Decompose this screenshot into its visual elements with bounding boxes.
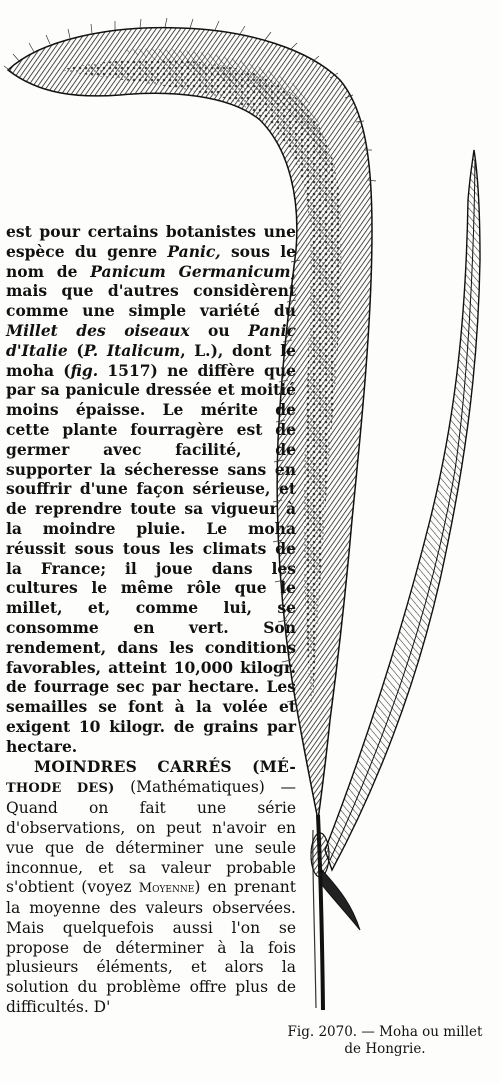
figure-reference: fig.	[70, 360, 99, 380]
text-run: , L.), dont le moha (	[6, 340, 296, 380]
text-run: — Quand on fait une série d'observations, on peut n'avoir en vue que de déterminer une seule inconnue, et sa valeur probable s'obtient (voyez	[6, 778, 296, 897]
caption-line-2: de Hongrie.	[344, 1041, 426, 1057]
text-run: ou	[189, 320, 249, 340]
italic-term: Panicum Germanicum	[90, 261, 291, 281]
entry-heading-paren: (MÉ-	[231, 756, 296, 776]
figure-caption	[270, 1024, 500, 1058]
entry-subject: (Mathématiques)	[114, 778, 265, 797]
text-run: est pour certains botanistes une espèce du genre	[6, 222, 296, 261]
text-run: , mais que d'autres considèrent comme une simple variété du	[6, 261, 296, 321]
italic-term: Panic d'Italie	[6, 320, 296, 360]
italic-term: Millet des oiseaux	[6, 320, 190, 340]
paragraph-moha	[6, 222, 296, 757]
article-text	[6, 222, 296, 1018]
text-run: 1517) ne diffère que par sa panicule dressée et moitié moins épaisse. Le mérite de cette plante fourragère est de germer avec facilité, de supporter la sécheresse sans en souffrir d'une façon sérieuse, et de reprendre toute sa vigueur à la moindre pluie. Le moha réussit sous tous les climats de la France; il joue dans les cultures le même rôle que le millet, et, comme lui, se consomme en vert. Son rendement, dans les conditions favorables, atteint 10,000 kilogr. de fourrage sec par hectare. Les semailles se font à la volée et exigent 10 kilogr. de grains par hectare.	[6, 360, 296, 756]
cross-reference: Moyenne	[138, 881, 195, 897]
paragraph-moindres-carres	[6, 757, 296, 1018]
italic-term: Panic,	[167, 241, 221, 261]
italic-term: P. Italicum	[83, 340, 181, 360]
entry-heading-paren-end: THODE DES)	[6, 781, 115, 797]
text-run: ) en prenant la moyenne des valeurs observées. Mais quelquefois aussi l'on se propose de déterminer à la fois plusieurs éléments, et alors la solution du problème offre plus de difficultés. D'	[6, 878, 296, 1017]
text-run: sous le nom de	[6, 241, 296, 281]
caption-line-1: Fig. 2070. — Moha ou millet	[287, 1024, 483, 1040]
text-run: (	[67, 340, 84, 360]
entry-heading-main: MOINDRES CARRÉS	[34, 756, 232, 776]
